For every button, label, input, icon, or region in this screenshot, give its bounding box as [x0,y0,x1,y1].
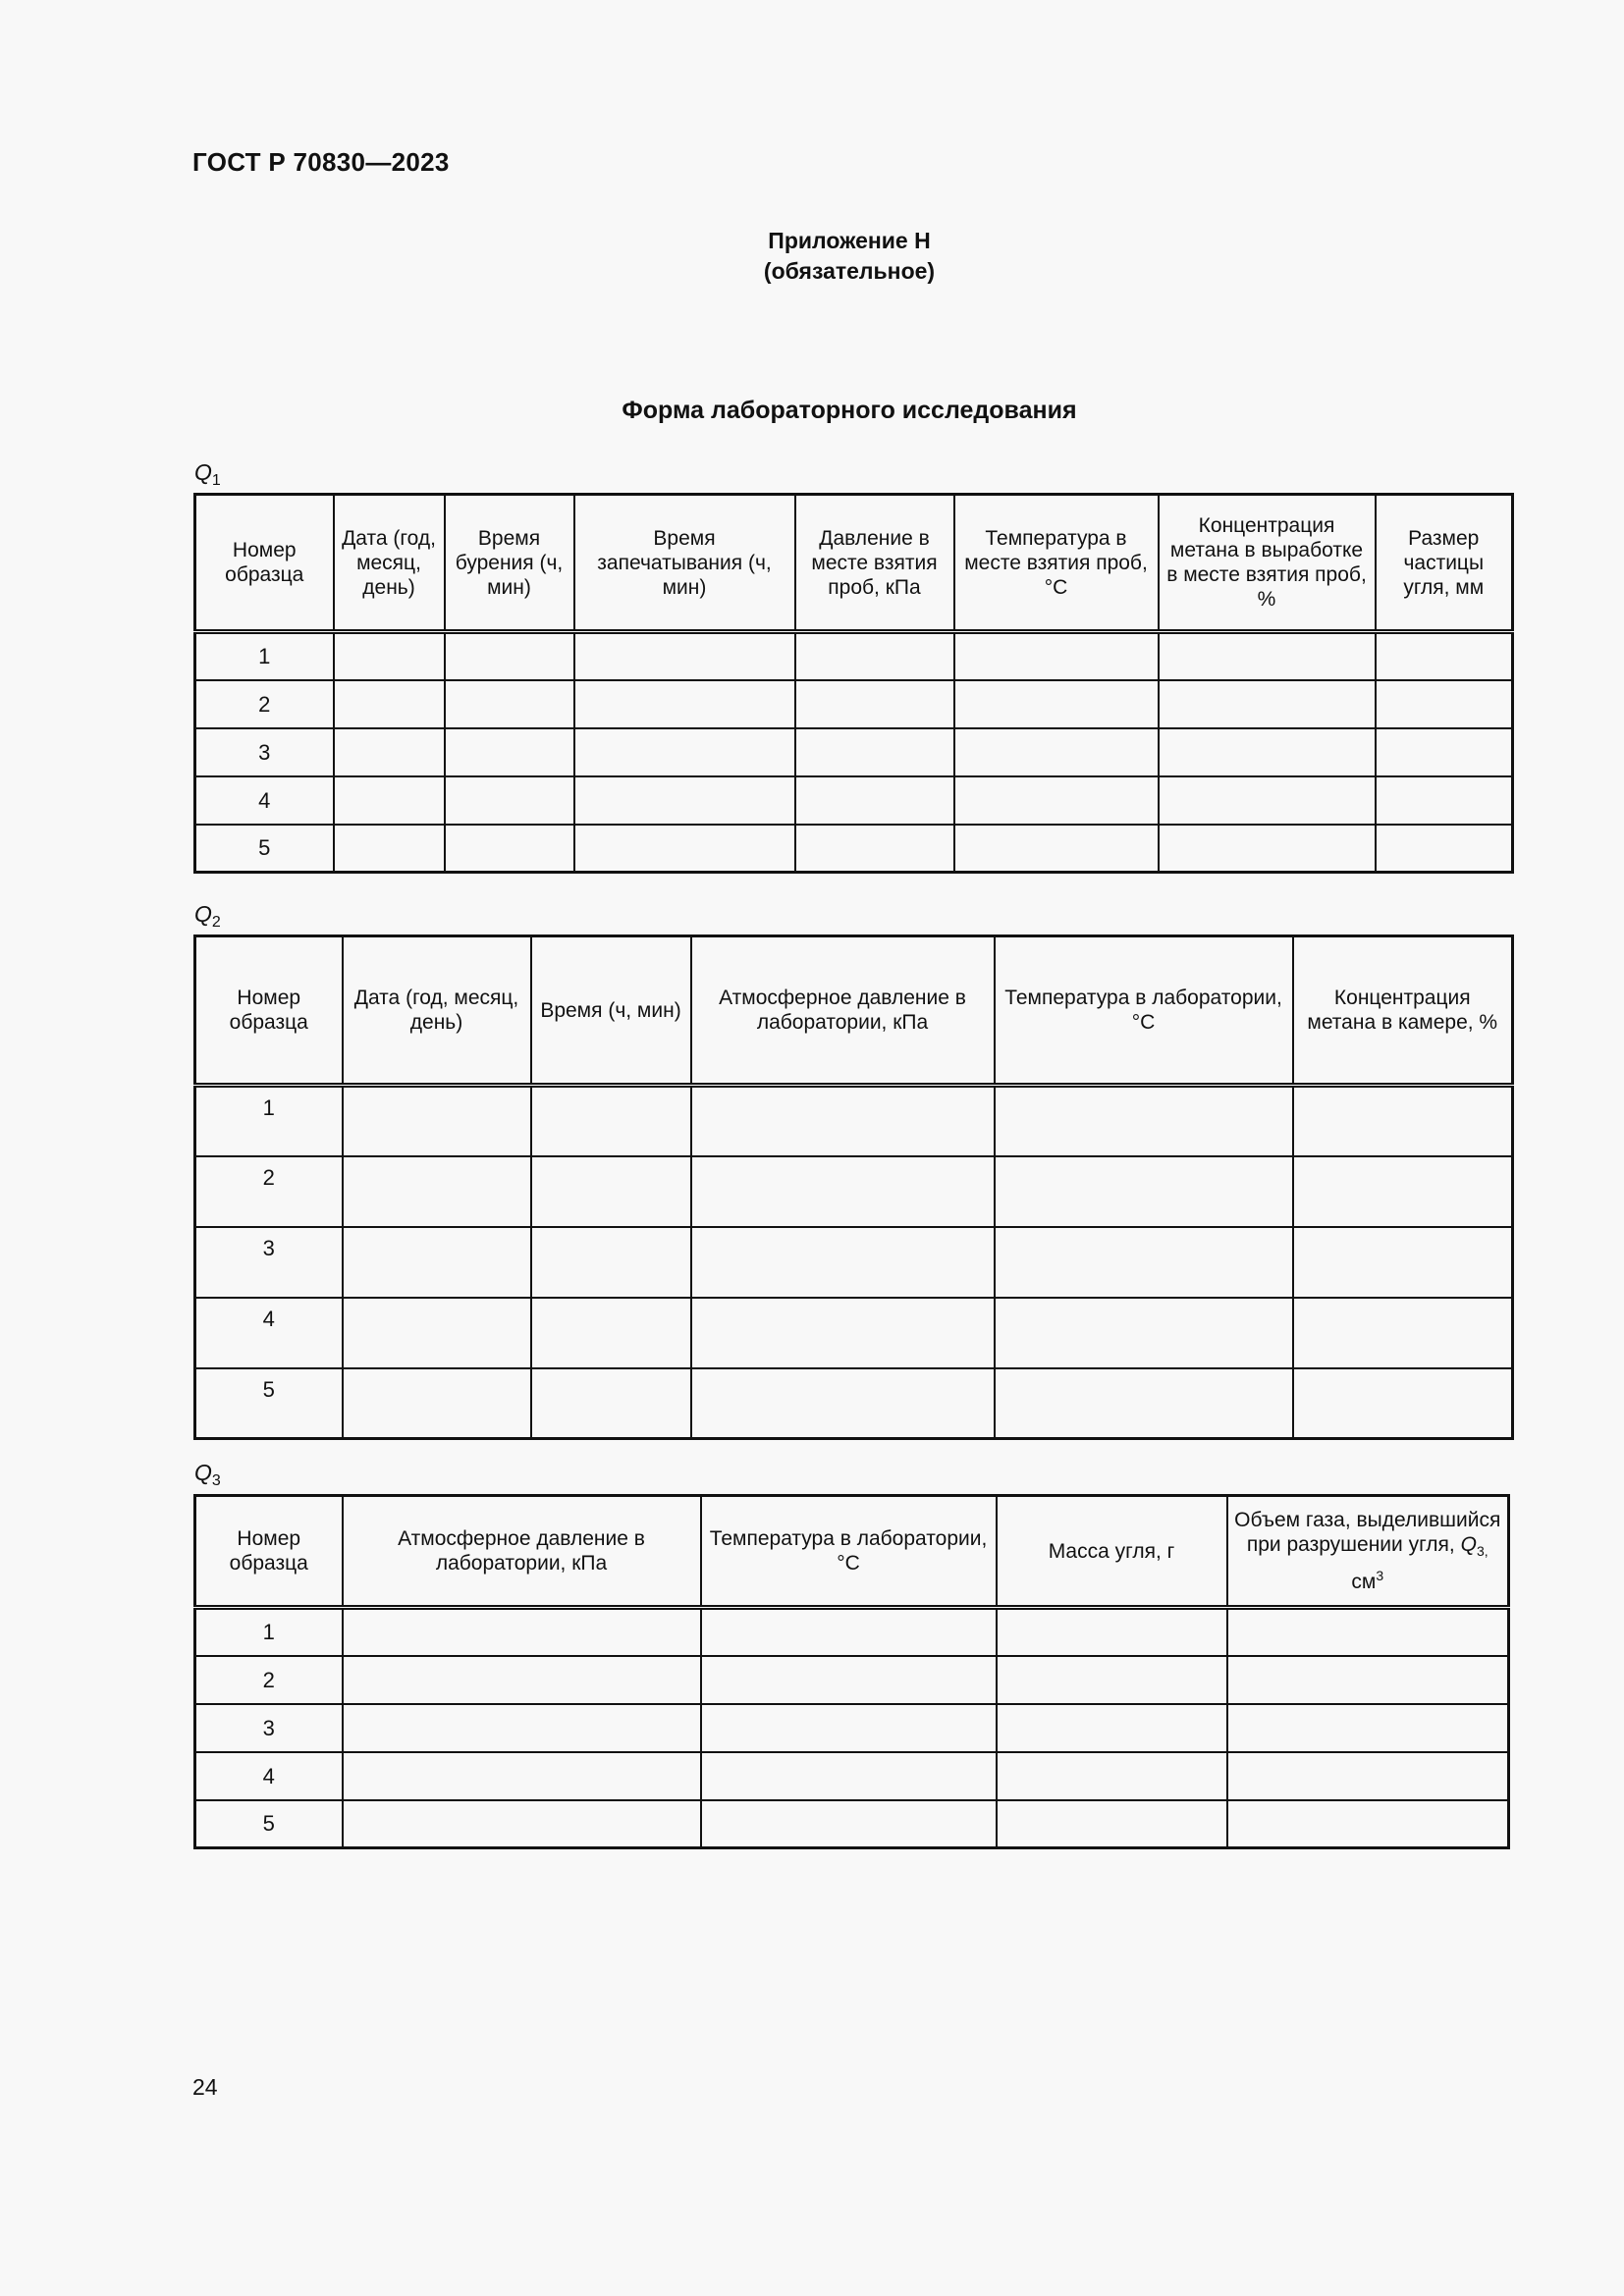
sample-number-cell: 2 [195,1156,343,1227]
form-entry-cell[interactable] [691,1156,995,1227]
form-entry-cell[interactable] [343,1298,531,1368]
table2-header: Время (ч, мин) [531,936,691,1086]
annex-title: Приложение Н [768,228,931,253]
sample-number-cell: 3 [195,1704,343,1752]
form-entry-cell[interactable] [795,680,954,728]
form-entry-cell[interactable] [343,1656,701,1704]
document-code: ГОСТ Р 70830—2023 [192,147,450,177]
sample-number-cell: 5 [195,1368,343,1439]
form-entry-cell[interactable] [531,1298,691,1368]
sample-number-cell: 5 [195,825,334,873]
table-q1 [193,493,1514,874]
form-entry-cell[interactable] [1159,728,1376,776]
form-entry-cell[interactable] [997,1656,1227,1704]
table-row [195,632,1513,680]
table3-header: Атмосферное давление в лаборатории, кПа [343,1496,701,1608]
form-entry-cell[interactable] [995,1298,1293,1368]
annex-status: (обязательное) [763,258,936,284]
form-entry-cell[interactable] [691,1368,995,1439]
table-q2 [193,934,1514,1440]
page-number: 24 [192,2074,218,2100]
form-entry-cell[interactable] [343,1227,531,1298]
form-entry-cell[interactable] [334,825,445,873]
sample-number-cell: 2 [195,680,334,728]
table1-header: Давление в месте взятия проб, кПа [795,495,954,632]
form-entry-cell[interactable] [954,825,1159,873]
form-entry-cell[interactable] [1293,1368,1513,1439]
form-entry-cell[interactable] [445,680,574,728]
table-row [195,1086,1513,1156]
table3-label: $Q_3$ [194,1460,221,1489]
sample-number-cell: 3 [195,1227,343,1298]
form-entry-cell[interactable] [574,776,795,825]
form-entry-cell[interactable] [997,1752,1227,1800]
table-row [195,1704,1509,1752]
form-entry-cell[interactable] [574,728,795,776]
table2-header: Концентрация метана в камере, % [1293,936,1513,1086]
form-entry-cell[interactable] [995,1156,1293,1227]
form-entry-cell[interactable] [334,632,445,680]
table-row [195,1656,1509,1704]
form-entry-cell[interactable] [795,776,954,825]
form-entry-cell[interactable] [995,1227,1293,1298]
form-entry-cell[interactable] [1293,1086,1513,1156]
form-entry-cell[interactable] [531,1227,691,1298]
table1-header: Время бурения (ч, мин) [445,495,574,632]
table3-header: Масса угля, г [997,1496,1227,1608]
table1-header: Концентрация метана в выработке в месте взятия проб, % [1159,495,1376,632]
form-entry-cell[interactable] [343,1800,701,1848]
sample-number-cell: 3 [195,728,334,776]
form-entry-cell[interactable] [334,680,445,728]
sample-number-cell: 5 [195,1800,343,1848]
form-entry-cell[interactable] [701,1704,997,1752]
sample-number-cell: 4 [195,1752,343,1800]
table-row [195,1800,1509,1848]
form-entry-cell[interactable] [954,680,1159,728]
form-entry-cell[interactable] [795,728,954,776]
table2-label: $Q_2$ [194,901,221,931]
form-entry-cell[interactable] [343,1704,701,1752]
form-entry-cell[interactable] [1376,632,1513,680]
table-row [195,1368,1513,1439]
table-row [195,825,1513,873]
form-entry-cell[interactable] [1227,1800,1509,1848]
form-entry-cell[interactable] [701,1752,997,1800]
table3-header: Номер образца [195,1496,343,1608]
table-row [195,728,1513,776]
table2-header: Дата (год, месяц, день) [343,936,531,1086]
form-entry-cell[interactable] [1376,825,1513,873]
form-entry-cell[interactable] [445,632,574,680]
form-entry-cell[interactable] [1293,1156,1513,1227]
table2-header: Температура в лаборатории, °С [995,936,1293,1086]
form-entry-cell[interactable] [574,825,795,873]
form-entry-cell[interactable] [343,1608,701,1656]
form-entry-cell[interactable] [997,1608,1227,1656]
form-entry-cell[interactable] [1159,776,1376,825]
form-entry-cell[interactable] [574,680,795,728]
form-entry-cell[interactable] [954,632,1159,680]
table-row [195,1608,1509,1656]
table-row [195,776,1513,825]
table1-header: Температура в месте взятия проб, °С [954,495,1159,632]
form-entry-cell[interactable] [997,1800,1227,1848]
form-entry-cell[interactable] [954,776,1159,825]
table-row [195,1227,1513,1298]
table-row [195,680,1513,728]
table2-header: Номер образца [195,936,343,1086]
form-entry-cell[interactable] [995,1086,1293,1156]
table-q3 [193,1494,1510,1849]
table3-header-gas-volume: Объем газа, выделившийся при разрушении угля, $Q_{3,}$ $см^3$ [1227,1496,1509,1608]
form-entry-cell[interactable] [445,728,574,776]
form-entry-cell[interactable] [1376,728,1513,776]
form-entry-cell[interactable] [1293,1227,1513,1298]
sample-number-cell: 4 [195,1298,343,1368]
form-entry-cell[interactable] [334,728,445,776]
form-entry-cell[interactable] [691,1227,995,1298]
table1-header: Размер частицы угля, мм [1376,495,1513,632]
form-entry-cell[interactable] [531,1368,691,1439]
form-entry-cell[interactable] [1227,1752,1509,1800]
form-entry-cell[interactable] [995,1368,1293,1439]
form-entry-cell[interactable] [1159,680,1376,728]
form-entry-cell[interactable] [445,825,574,873]
table1-header: Время запечатывания (ч, мин) [574,495,795,632]
table1-header: Номер образца [195,495,334,632]
table1-label: $Q_1$ [194,459,221,489]
form-entry-cell[interactable] [795,632,954,680]
table-row [195,1752,1509,1800]
form-entry-cell[interactable] [997,1704,1227,1752]
form-entry-cell[interactable] [1159,825,1376,873]
form-entry-cell[interactable] [1227,1656,1509,1704]
sample-number-cell: 1 [195,1608,343,1656]
sample-number-cell: 1 [195,632,334,680]
table3-header: Температура в лаборатории, °С [701,1496,997,1608]
form-entry-cell[interactable] [701,1608,997,1656]
form-entry-cell[interactable] [1376,680,1513,728]
form-entry-cell[interactable] [1376,776,1513,825]
form-entry-cell[interactable] [701,1656,997,1704]
form-entry-cell[interactable] [574,632,795,680]
annex-heading [0,226,1624,287]
form-title: Форма лабораторного исследования [622,397,1077,424]
form-entry-cell[interactable] [445,776,574,825]
form-entry-cell[interactable] [343,1086,531,1156]
form-entry-cell[interactable] [334,776,445,825]
form-entry-cell[interactable] [1159,632,1376,680]
form-entry-cell[interactable] [691,1298,995,1368]
sample-number-cell: 1 [195,1086,343,1156]
table2-header: Атмосферное давление в лаборатории, кПа [691,936,995,1086]
form-entry-cell[interactable] [343,1752,701,1800]
form-entry-cell[interactable] [531,1086,691,1156]
form-entry-cell[interactable] [343,1368,531,1439]
form-entry-cell[interactable] [691,1086,995,1156]
form-entry-cell[interactable] [701,1800,997,1848]
form-entry-cell[interactable] [343,1156,531,1227]
sample-number-cell: 2 [195,1656,343,1704]
form-entry-cell[interactable] [1227,1608,1509,1656]
table-row [195,1298,1513,1368]
form-entry-cell[interactable] [795,825,954,873]
table-row [195,1156,1513,1227]
table1-header: Дата (год, месяц, день) [334,495,445,632]
form-entry-cell[interactable] [954,728,1159,776]
form-entry-cell[interactable] [1227,1704,1509,1752]
sample-number-cell: 4 [195,776,334,825]
form-entry-cell[interactable] [1293,1298,1513,1368]
form-entry-cell[interactable] [531,1156,691,1227]
